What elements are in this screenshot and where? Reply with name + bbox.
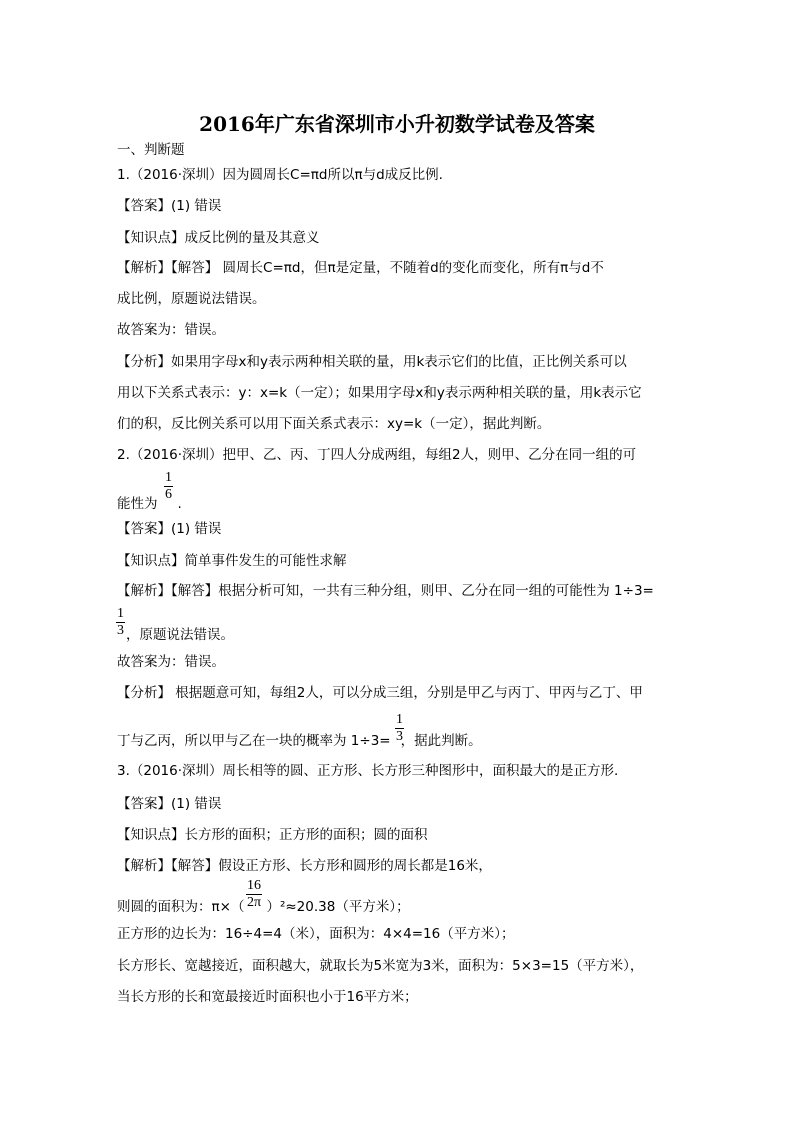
numerator: 16 <box>247 878 261 893</box>
circle-area <box>117 898 410 916</box>
text: ）²≈20.38（平方米）； <box>266 899 410 915</box>
square-area: 正方形的边长为：16÷4=4（米），面积为：4×4=16（平方米）； <box>117 926 515 942</box>
numerator: 1 <box>117 606 124 621</box>
conclusion: 故答案为：错误。 <box>117 654 225 670</box>
denominator: 3 <box>117 623 124 638</box>
reasoning: 用以下关系式表示：y：x=k（一定）；如果用字母x和y表示两种相关联的量，用k表示它 <box>117 385 642 401</box>
knowledge-point: 【知识点】长方形的面积；正方形的面积；圆的面积 <box>117 827 428 843</box>
reasoning: 【分析】 根据题意可知，每组2人，可以分成三组，分别是甲乙与丙丁、甲丙与乙丁、甲 <box>117 685 643 701</box>
knowledge-point: 【知识点】成反比例的量及其意义 <box>117 230 320 246</box>
analysis: 【解析】【解答】根据分析可知，一共有三种分组，则甲、乙分在同一组的可能性为 1÷3= <box>117 583 654 599</box>
text: ，据此判断。 <box>400 733 482 749</box>
numerator: 1 <box>396 712 403 727</box>
analysis: 成比例，原题说法错误。 <box>117 291 266 307</box>
text: 丁与乙丙，所以甲与乙在一块的概率为 1÷3= <box>117 733 391 749</box>
denominator: 3 <box>396 729 403 744</box>
fraction <box>164 470 173 503</box>
question-text: 1.（2016·深圳）因为圆周长C=πd所以π与d成反比例. <box>117 167 443 183</box>
analysis: 【解析】【解答】 圆周长C=πd，但π是定量，不随着d的变化而变化，所有π与d不 <box>117 260 604 276</box>
question-text: 3.（2016·深圳）周长相等的圆、正方形、长方形三种图形中，面积最大的是正方形. <box>117 763 619 779</box>
knowledge-point: 【知识点】简单事件发生的可能性求解 <box>117 553 347 569</box>
analysis: 【解析】【解答】假设正方形、长方形和圆形的周长都是16米， <box>117 858 492 874</box>
section-heading: 一、判断题 <box>117 142 185 158</box>
rectangle-area: 长方形长、宽越接近，面积越大，就取长为5米宽为3米，面积为：5×3=15（平方米）， <box>117 958 644 974</box>
text: . <box>177 496 182 512</box>
reasoning: 【分析】如果用字母x和y表示两种相关联的量，用k表示它们的比值，正比例关系可以 <box>117 354 627 370</box>
conclusion: 故答案为：错误。 <box>117 322 225 338</box>
reasoning: 们的积，反比例关系可以用下面关系式表示：xy=k（一定），据此判断。 <box>117 416 551 432</box>
analysis: ，原题说法错误。 <box>126 627 234 643</box>
page-title: 2016年广东省深圳市小升初数学试卷及答案 <box>199 112 595 136</box>
answer: 【答案】(1) 错误 <box>117 796 222 812</box>
numerator: 1 <box>165 470 172 485</box>
answer: 【答案】(1) 错误 <box>117 198 222 214</box>
fraction <box>395 712 404 745</box>
rectangle-note: 当长方形的长和宽最接近时面积也小于16平方米； <box>117 989 418 1005</box>
question-text: 2.（2016·深圳）把甲、乙、丙、丁四人分成两组，每组2人，则甲、乙分在同一组的可 <box>117 447 637 463</box>
answer: 【答案】(1) 错误 <box>117 521 222 537</box>
text: 则圆的面积为：π×（ <box>117 899 245 915</box>
denominator: 6 <box>165 487 172 502</box>
text: 能性为 <box>117 496 158 512</box>
fraction <box>246 878 262 911</box>
fraction <box>116 606 125 639</box>
reasoning <box>117 732 482 750</box>
denominator: 2π <box>246 895 262 910</box>
